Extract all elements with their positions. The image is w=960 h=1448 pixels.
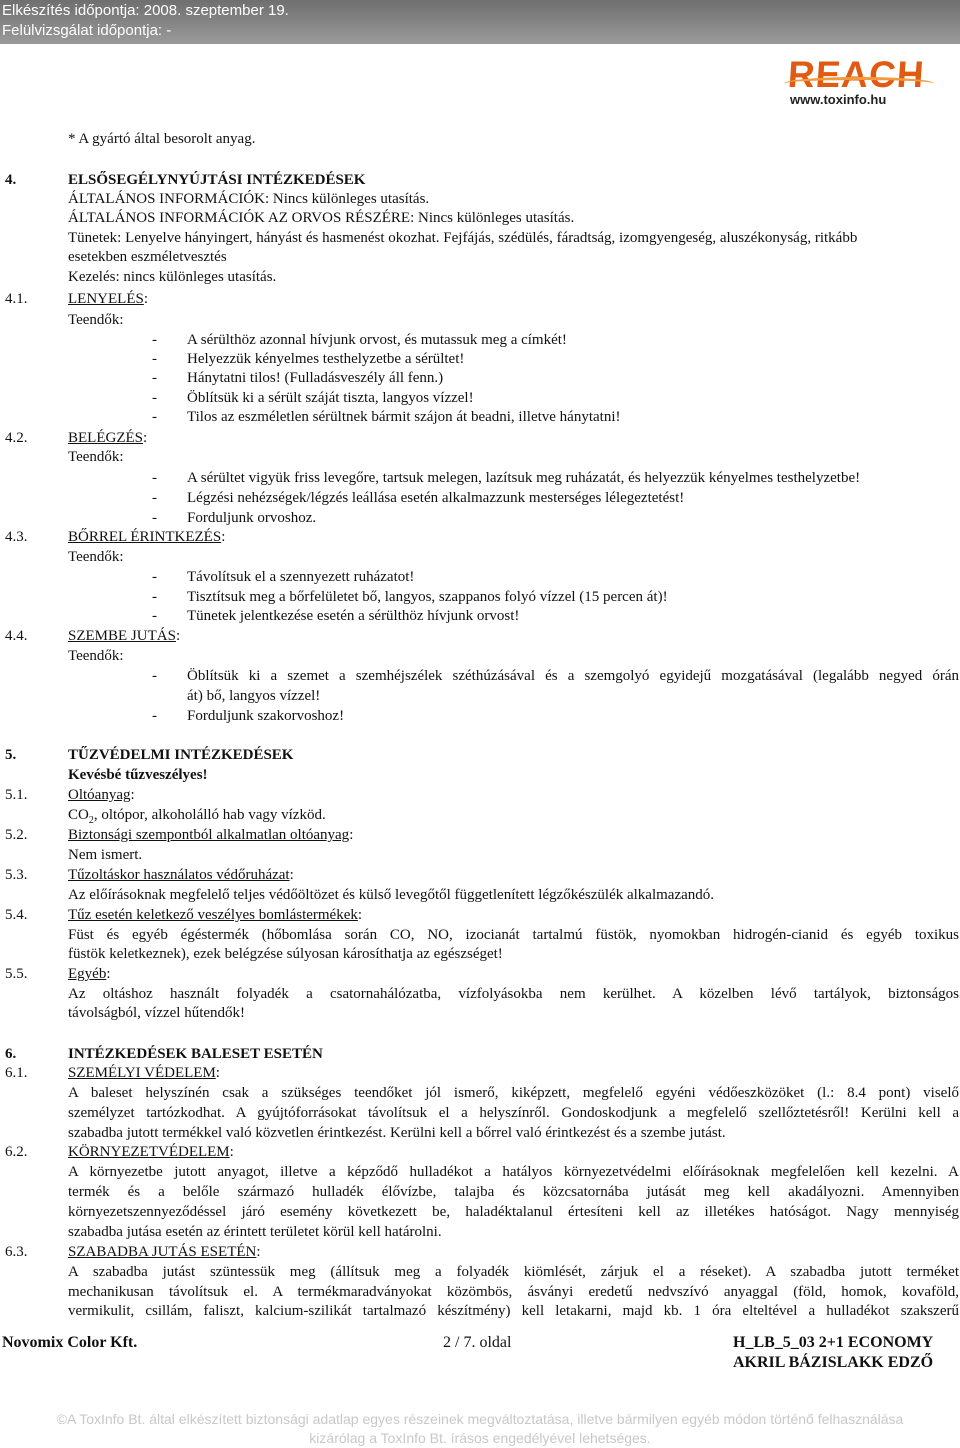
section-6-1-number: 6.1. bbox=[5, 1065, 28, 1081]
list-item-continuation: át) bő, langyos vízzel! bbox=[187, 688, 321, 704]
section-4-2-title: BELÉGZÉS: bbox=[68, 430, 148, 446]
dash: - bbox=[152, 409, 157, 425]
section-4-2-number: 4.2. bbox=[5, 430, 28, 446]
list-item: A sérülthöz azonnal hívjunk orvost, és mutassuk meg a címkét! bbox=[187, 332, 567, 348]
section-5-5-text-2: távolságból, vízzel hűtendők! bbox=[68, 1005, 246, 1021]
section-6-2-text-3: környezetszennyeződéssel járó esemény következett be, haladéktalanul értesíteni kell az illetékes hatóságot. Nagy mennyiség bbox=[68, 1204, 959, 1220]
dash: - bbox=[152, 708, 157, 724]
section-5-4-text-2: füstök keletkeznek), ezek belégzése súlyosan károsíthatja az egészséget! bbox=[68, 946, 503, 962]
section-5-3-text: Az előírásoknak megfelelő teljes védőöltözet és külső levegőtől függetlenített légzőkészülék alkalmazandó. bbox=[68, 887, 715, 903]
dash: - bbox=[152, 490, 157, 506]
section-5-4-text-1: Füst és egyéb égéstermék (hőbomlása során CO, NO, izocianát tartalmú füstök, nyomokban hidrogén-cianid és egyéb toxikus bbox=[68, 927, 959, 943]
section-6-1-text-3: szabadba jutott termékkel való közvetlen érintkezést. Kerülni kell a bőrrel való érintkezést és a szembe jutást. bbox=[68, 1125, 726, 1141]
teendok-label: Teendők: bbox=[68, 312, 124, 328]
footer-company: Novomix Color Kft. bbox=[2, 1334, 138, 1351]
section-5-5-text-1: Az oltáshoz használt folyadék a csatornahálózatba, vízfolyásokba nem kerülhet. A közelben lévő tartályok, biztonságos bbox=[68, 986, 959, 1002]
section-5-title: TŰZVÉDELMI INTÉZKEDÉSEK bbox=[68, 747, 294, 763]
section-6-title: INTÉZKEDÉSEK BALESET ESETÉN bbox=[68, 1046, 323, 1062]
section-5-3-title: Tűzoltáskor használatos védőruházat: bbox=[68, 867, 294, 883]
section-4-3-number: 4.3. bbox=[5, 529, 28, 545]
dash: - bbox=[152, 510, 157, 526]
list-item: Tünetek jelentkezése esetén a sérülthöz hívjunk orvost! bbox=[187, 608, 520, 624]
dash: - bbox=[152, 589, 157, 605]
section-5-3-number: 5.3. bbox=[5, 867, 28, 883]
logo-url: www.toxinfo.hu bbox=[790, 92, 887, 107]
section-4-4-title: SZEMBE JUTÁS: bbox=[68, 628, 181, 644]
section-6-3-text-2: mechanikusan távolítsuk el. A termékmaradványokat közömbös, ásványi eredetű nedvszívó anyaggal (föld, homok, kovaföld, bbox=[68, 1284, 959, 1300]
reach-logo-text: REACH bbox=[786, 54, 927, 95]
teendok-label: Teendők: bbox=[68, 449, 124, 465]
section-6-3-number: 6.3. bbox=[5, 1244, 28, 1260]
section-6-2-text-4: szabadba jutása esetén az érintett területet körül kell határolni. bbox=[68, 1224, 442, 1240]
section-6-2-number: 6.2. bbox=[5, 1144, 28, 1160]
section-6-number: 6. bbox=[5, 1046, 17, 1062]
section-6-2-text-1: A környezetbe jutott anyagot, illetve a képződő hulladékot a hatályos környezetvédelmi előírásoknak megfelelően kell kezelni. A bbox=[68, 1164, 959, 1180]
section-5-4-number: 5.4. bbox=[5, 907, 28, 923]
reach-logo bbox=[784, 54, 944, 110]
dash: - bbox=[152, 351, 157, 367]
symptoms-line-1: Tünetek: Lenyelve hányingert, hányást és hasmenést okozhat. Fejfájás, szédülés, fáradtság, izomgyengeség, aluszékonyság, ritkább bbox=[68, 230, 858, 246]
section-4-number: 4. bbox=[5, 172, 17, 188]
general-info: ÁLTALÁNOS INFORMÁCIÓK: Nincs különleges utasítás. bbox=[68, 191, 430, 207]
symptoms-line-2: esetekben eszméletvesztés bbox=[68, 249, 227, 265]
list-item: Forduljunk orvoshoz. bbox=[187, 510, 317, 526]
teendok-label: Teendők: bbox=[68, 648, 124, 664]
created-date: Elkészítés időpontja: 2008. szeptember 19. bbox=[2, 2, 289, 19]
list-item: Öblítsük ki a sérült száját tiszta, langyos vízzel! bbox=[187, 390, 474, 406]
section-4-1-title: LENYELÉS: bbox=[68, 291, 148, 307]
section-6-1-text-1: A baleset helyszínén csak a szükséges teendőket jól ismerő, kiképzett, megfelelő egyéni védőeszközöket (l.: 8.4 pont) viselő bbox=[68, 1085, 959, 1101]
manufacturer-note: * A gyártó által besorolt anyag. bbox=[68, 131, 256, 147]
footer-page-number: 2 / 7. oldal bbox=[443, 1334, 512, 1351]
list-item: Forduljunk szakorvoshoz! bbox=[187, 708, 345, 724]
section-6-1-title: SZEMÉLYI VÉDELEM: bbox=[68, 1065, 220, 1081]
footer-product-name: AKRIL BÁZISLAKK EDZŐ bbox=[733, 1354, 934, 1371]
dash: - bbox=[152, 668, 157, 684]
list-item: Öblítsük ki a szemet a szemhéjszélek széthúzásával és a szemgolyó egyidejű mozgatásával (legalább negyed órán bbox=[187, 668, 959, 684]
section-5-2-number: 5.2. bbox=[5, 827, 28, 843]
list-item: Helyezzük kényelmes testhelyzetbe a sérültet! bbox=[187, 351, 465, 367]
revision-date: Felülvizsgálat időpontja: - bbox=[2, 22, 172, 39]
list-item: Légzési nehézségek/légzés leállása esetén alkalmazzunk mesterséges lélegeztetést! bbox=[187, 490, 685, 506]
treatment: Kezelés: nincs különleges utasítás. bbox=[68, 269, 277, 285]
section-4-title: ELSŐSEGÉLYNYÚJTÁSI INTÉZKEDÉSEK bbox=[68, 172, 366, 188]
list-item: Tilos az eszméletlen sérültnek bármit szájon át beadni, illetve hánytatni! bbox=[187, 409, 621, 425]
list-item: A sérültet vigyük friss levegőre, tartsuk melegen, lazítsuk meg ruházatát, és helyezzük kényelmes testhelyzetbe! bbox=[187, 470, 861, 486]
dash: - bbox=[152, 370, 157, 386]
section-6-2-text-2: termék és a belőle származó hulladék élővízbe, talajba és közcsatornába jutását meg kell akadályozni. Amennyiben bbox=[68, 1184, 959, 1200]
dash: - bbox=[152, 608, 157, 624]
section-5-1-number: 5.1. bbox=[5, 787, 28, 803]
section-5-5-title: Egyéb: bbox=[68, 966, 111, 982]
section-5-subtitle: Kevésbé tűzveszélyes! bbox=[68, 767, 208, 783]
copyright-line-1: ©A ToxInfo Bt. által elkészített biztonsági adatlap egyes részeinek megváltoztatása, illetve bármilyen egyéb módon történő felhasználása bbox=[56, 1411, 904, 1427]
copyright-line-2: kizárólag a ToxInfo Bt. írásos engedélyével lehetséges. bbox=[309, 1430, 651, 1446]
section-6-3-title: SZABADBA JUTÁS ESETÉN: bbox=[68, 1244, 261, 1260]
list-item: Hánytatni tilos! (Fulladásveszély áll fenn.) bbox=[187, 370, 444, 386]
section-5-2-text: Nem ismert. bbox=[68, 847, 143, 863]
section-5-4-title: Tűz esetén keletkező veszélyes bomlástermékek: bbox=[68, 907, 363, 923]
section-4-1-number: 4.1. bbox=[5, 291, 28, 307]
general-info-doctor: ÁLTALÁNOS INFORMÁCIÓK AZ ORVOS RÉSZÉRE: Nincs különleges utasítás. bbox=[68, 210, 575, 226]
dash: - bbox=[152, 569, 157, 585]
section-6-3-text-3: vermikulit, csillám, faliszt, kalcium-szilikát tartalmazó készítmény) kell letakarni, majd kb. 1 óra elteltével a hulladékot szakszerű bbox=[68, 1303, 959, 1319]
section-5-number: 5. bbox=[5, 747, 17, 763]
header-banner bbox=[0, 0, 960, 44]
dash: - bbox=[152, 470, 157, 486]
dash: - bbox=[152, 332, 157, 348]
section-5-1-text: $CO_2$, oltópor, alkoholálló hab vagy vízköd. bbox=[68, 807, 326, 826]
section-6-3-text-1: A szabadba jutást szüntessük meg (állítsuk meg a folyadék kiömlését, zárjuk el a réseket). A szabadba jutott terméket bbox=[68, 1264, 959, 1280]
section-5-5-number: 5.5. bbox=[5, 966, 28, 982]
section-6-1-text-2: személyzet tartózkodhat. A gyújtóforrásokat távolítsuk el a helyszínről. Gondoskodjunk a megfelelő szellőztetésről! Kerülni kell a bbox=[68, 1105, 959, 1121]
section-6-2-title: KÖRNYEZETVÉDELEM: bbox=[68, 1144, 234, 1160]
dash: - bbox=[152, 390, 157, 406]
list-item: Távolítsuk el a szennyezett ruházatot! bbox=[187, 569, 415, 585]
section-4-3-title: BŐRREL ÉRINTKEZÉS: bbox=[68, 529, 226, 545]
teendok-label: Teendők: bbox=[68, 549, 124, 565]
section-4-4-number: 4.4. bbox=[5, 628, 28, 644]
list-item: Tisztítsuk meg a bőrfelületet bő, langyos, szappanos folyó vízzel (15 percen át)! bbox=[187, 589, 668, 605]
logo-swoosh-icon bbox=[784, 77, 934, 90]
section-5-1-title: Oltóanyag: bbox=[68, 787, 135, 803]
footer-document-code: H_LB_5_03 2+1 ECONOMY bbox=[733, 1334, 934, 1351]
section-5-2-title: Biztonsági szempontból alkalmatlan oltóanyag: bbox=[68, 827, 354, 843]
